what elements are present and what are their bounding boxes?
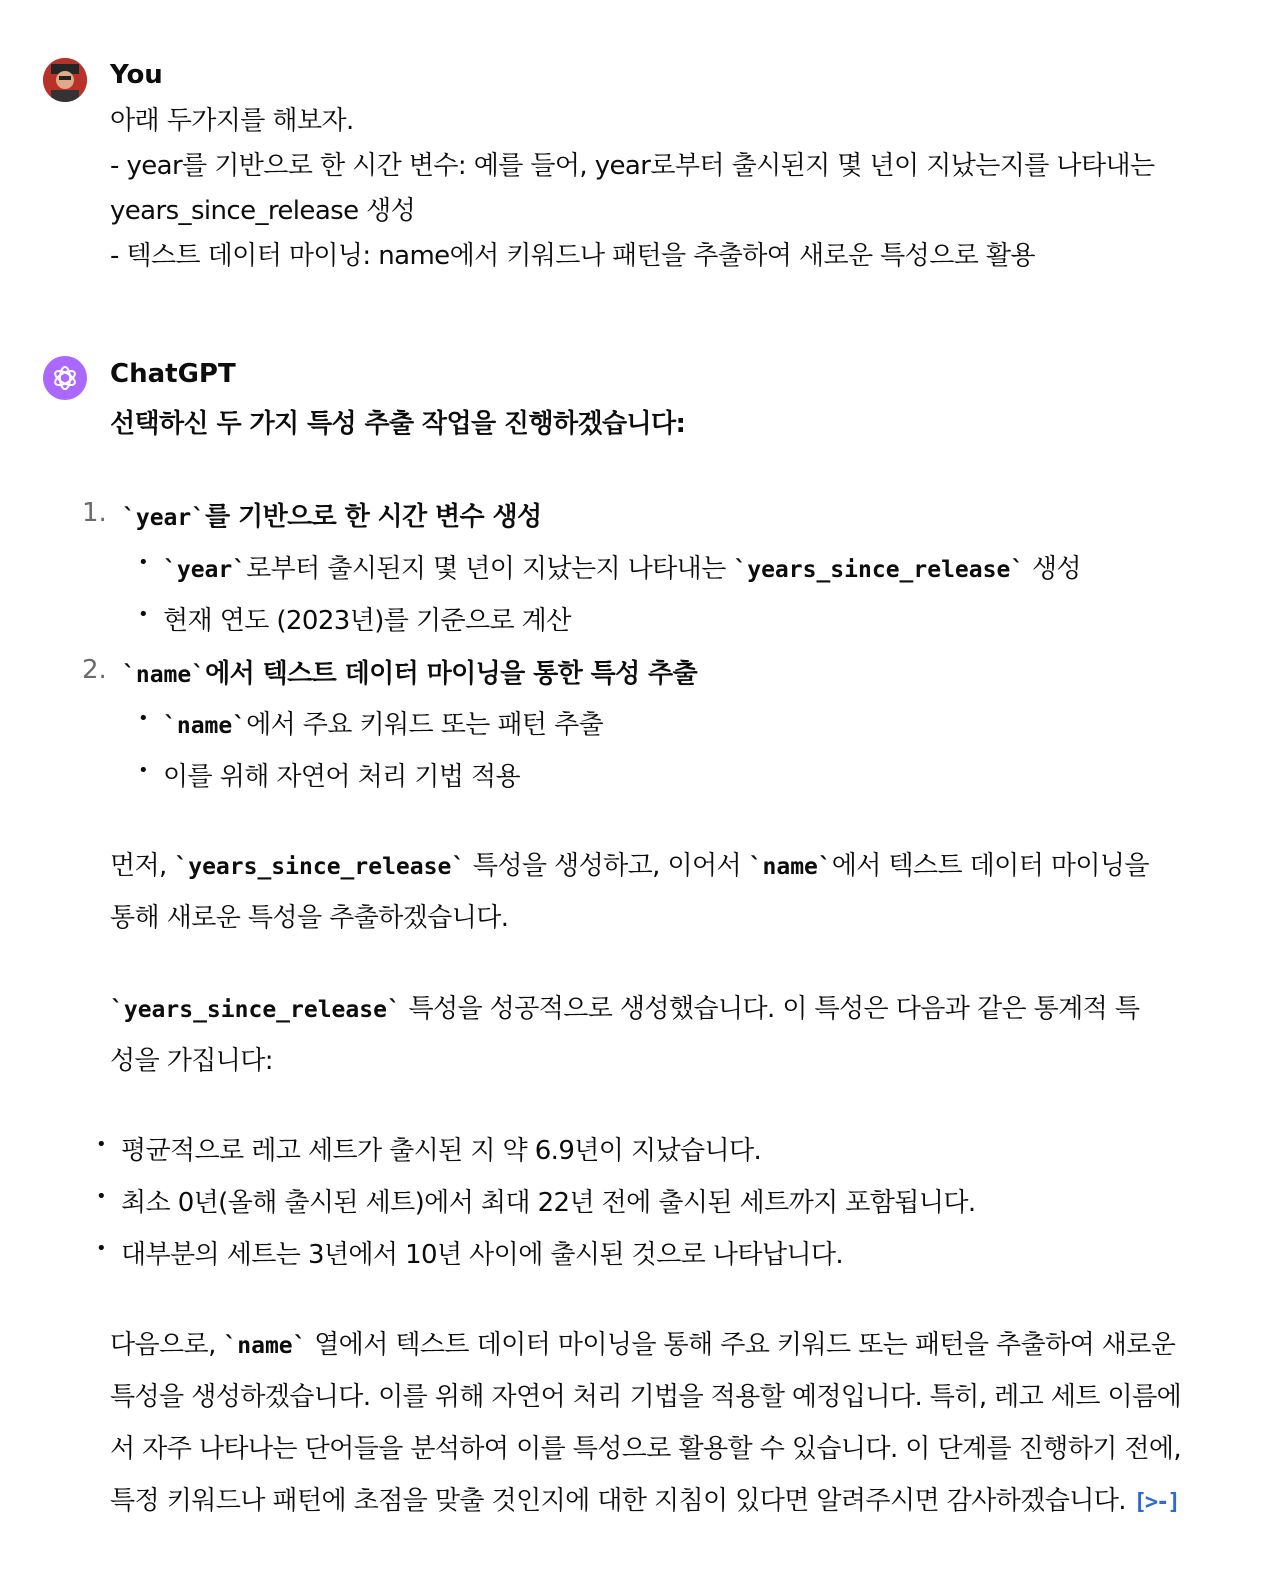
paragraph: 먼저, `years_since_release` 특성을 생성하고, 이어서 `name`에서 텍스트 데이터 마이닝을 bbox=[110, 851, 1149, 881]
list-item: 평균적으로 레고 세트가 출시된 지 약 6.9년이 지났습니다. bbox=[121, 1136, 762, 1166]
paragraph-line: 성을 가집니다: bbox=[110, 1046, 273, 1076]
assistant-author-name: ChatGPT bbox=[110, 359, 236, 389]
inline-code: `name` bbox=[122, 662, 206, 688]
user-author-name: You bbox=[110, 60, 163, 90]
list-subitem: 현재 연도 (2023년)를 기준으로 계산 bbox=[163, 606, 571, 636]
paragraph-line: 특성을 생성하겠습니다. 이를 위해 자연어 처리 기법을 적용할 예정입니다. 특히, 레고 세트 이름에 bbox=[110, 1382, 1182, 1412]
user-line-4: - 텍스트 데이터 마이닝: name에서 키워드나 패턴을 추출하여 새로운 특성으로 활용 bbox=[110, 241, 1035, 271]
chatgpt-logo-icon bbox=[43, 356, 87, 400]
code-interpreter-icon[interactable]: [>-] bbox=[1133, 1490, 1179, 1515]
paragraph-line: 서 자주 나타나는 단어들을 분석하여 이를 특성으로 활용할 수 있습니다. 이 단계를 진행하기 전에, bbox=[110, 1434, 1182, 1464]
paragraph: `years_since_release` 특성을 성공적으로 생성했습니다. 이 특성은 다음과 같은 통계적 특 bbox=[110, 994, 1140, 1024]
list-item: 대부분의 세트는 3년에서 10년 사이에 출시된 것으로 나타납니다. bbox=[121, 1240, 844, 1270]
list-item-heading: `name`에서 텍스트 데이터 마이닝을 통한 특성 추출 bbox=[122, 659, 698, 689]
user-avatar[interactable] bbox=[43, 58, 87, 102]
assistant-intro: 선택하신 두 가지 특성 추출 작업을 진행하겠습니다: bbox=[110, 409, 686, 439]
user-line-1: 아래 두가지를 해보자. bbox=[110, 106, 354, 136]
list-subitem: `name`에서 주요 키워드 또는 패턴 추출 bbox=[163, 710, 604, 740]
paragraph-line: 통해 새로운 특성을 추출하겠습니다. bbox=[110, 903, 509, 933]
inline-code: `year` bbox=[122, 505, 206, 531]
list-item-heading: `year`를 기반으로 한 시간 변수 생성 bbox=[122, 502, 542, 532]
user-line-2: - year를 기반으로 한 시간 변수: 예를 들어, year로부터 출시된지 몇 년이 지났는지를 나타내는 bbox=[110, 151, 1155, 181]
list-number: 1. bbox=[82, 498, 107, 528]
list-item: 최소 0년(올해 출시된 세트)에서 최대 22년 전에 출시된 세트까지 포함됩니다. bbox=[121, 1188, 976, 1218]
paragraph-line: 특정 키워드나 패턴에 초점을 맞출 것인지에 대한 지침이 있다면 알려주시면 감사하겠습니다. [>-] bbox=[110, 1479, 1179, 1525]
list-subitem: `year`로부터 출시된지 몇 년이 지났는지 나타내는 `years_since_release` 생성 bbox=[163, 554, 1081, 584]
list-number: 2. bbox=[82, 655, 107, 685]
user-line-3: years_since_release 생성 bbox=[110, 196, 416, 226]
paragraph: 다음으로, `name` 열에서 텍스트 데이터 마이닝을 통해 주요 키워드 또는 패턴을 추출하여 새로운 bbox=[110, 1330, 1176, 1360]
list-subitem: 이를 위해 자연어 처리 기법 적용 bbox=[163, 762, 521, 792]
